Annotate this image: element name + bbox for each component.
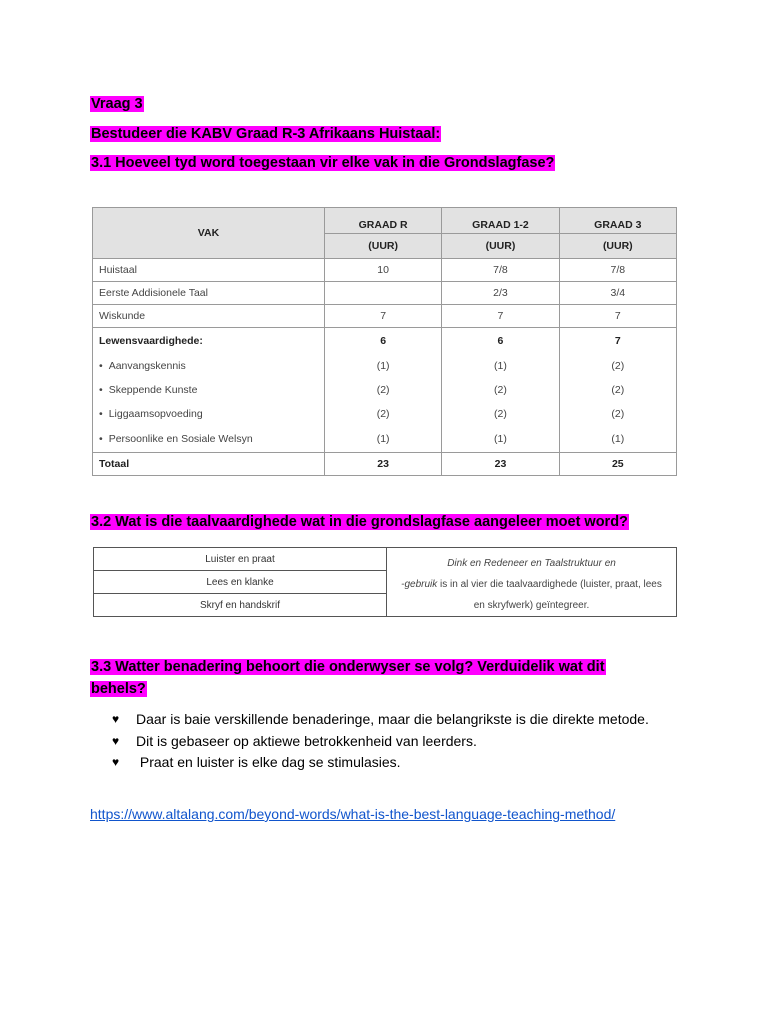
answer-text: Praat en luister is elke dag se stimulasies. [136, 754, 401, 770]
item-graad-1-2: (2) [442, 378, 559, 402]
question-3-3 [90, 656, 650, 700]
bullet-icon: • [99, 384, 103, 396]
item-graad-1-2: (1) [442, 426, 559, 453]
table-row [93, 259, 677, 282]
list-item [112, 731, 672, 753]
question-3-2 [90, 511, 629, 533]
life-skills-item [93, 402, 677, 426]
question-title-text: Vraag 3 [91, 96, 143, 112]
row-graad-1-2: 7/8 [442, 259, 559, 282]
life-skills-item-label: • Liggaamsopvoeding [93, 402, 325, 426]
item-graad-1-2: (2) [442, 402, 559, 426]
total-row [93, 453, 677, 476]
row-graad-3: 7 [559, 305, 676, 328]
item-graad-r: (2) [324, 402, 441, 426]
question-3-1-text: 3.1 Hoeveel tyd word toegestaan vir elke vak in die Grondslagfase? [91, 155, 555, 171]
item-graad-r: (1) [324, 354, 441, 378]
item-graad-r: (2) [324, 378, 441, 402]
life-skills-item-label: • Aanvangskennis [93, 354, 325, 378]
answer-text: Daar is baie verskillende benaderinge, maar die belangrikste is die direkte metode. [136, 711, 649, 727]
total-graad-1-2: 23 [442, 453, 559, 476]
list-item [112, 752, 672, 774]
note-line-2: is in al vier die taalvaardighede (luister, praat, lees [437, 579, 662, 590]
total-graad-3: 25 [559, 453, 676, 476]
table-row [94, 548, 677, 571]
header-unit-12: (UUR) [442, 234, 559, 259]
item-graad-r: (1) [324, 426, 441, 453]
skill-writing-handwriting: Skryf en handskrif [94, 594, 387, 617]
life-skills-row [93, 328, 677, 355]
question-3-1 [90, 152, 555, 174]
heart-bullet-icon: ♥ [112, 712, 120, 726]
item-graad-3: (2) [559, 354, 676, 378]
header-graad-r: GRAAD R [324, 208, 441, 234]
header-graad-3: GRAAD 3 [559, 208, 676, 234]
item-graad-3: (2) [559, 402, 676, 426]
item-graad-3: (1) [559, 426, 676, 453]
life-skills-graad-1-2: 6 [442, 328, 559, 355]
row-graad-1-2: 2/3 [442, 282, 559, 305]
life-skills-item [93, 426, 677, 453]
life-skills-item [93, 378, 677, 402]
question-3-2-text: 3.2 Wat is die taalvaardighede wat in die grondslagfase aangeleer moet word? [91, 514, 628, 530]
total-label: Totaal [93, 453, 325, 476]
item-graad-3: (2) [559, 378, 676, 402]
bullet-icon: • [99, 360, 103, 372]
note-italic-gebruik: -gebruik [401, 579, 438, 590]
time-allocation-table [92, 207, 677, 476]
row-graad-r: 7 [324, 305, 441, 328]
life-skills-title: Lewensvaardighede: [93, 328, 325, 355]
note-line-1: Dink en Redeneer en Taalstruktuur en [447, 558, 616, 569]
row-graad-1-2: 7 [442, 305, 559, 328]
row-subject: Eerste Addisionele Taal [93, 282, 325, 305]
header-unit-r: (UUR) [324, 234, 441, 259]
heart-bullet-icon: ♥ [112, 755, 120, 769]
total-graad-r: 23 [324, 453, 441, 476]
instruction-text: Bestudeer die KABV Graad R-3 Afrikaans Huistaal: [91, 126, 441, 142]
life-skills-item-label: • Skeppende Kunste [93, 378, 325, 402]
life-skills-item-label: • Persoonlike en Sosiale Welsyn [93, 426, 325, 453]
life-skills-item [93, 354, 677, 378]
row-subject: Wiskunde [93, 305, 325, 328]
bullet-icon: • [99, 408, 103, 420]
row-graad-r [324, 282, 441, 305]
life-skills-graad-3: 7 [559, 328, 676, 355]
life-skills-graad-r: 6 [324, 328, 441, 355]
reference-link[interactable]: https://www.altalang.com/beyond-words/what-is-the-best-language-teaching-method/ [90, 806, 616, 822]
row-graad-3: 3/4 [559, 282, 676, 305]
row-subject: Huistaal [93, 259, 325, 282]
table-row [93, 305, 677, 328]
language-skills-table [93, 547, 677, 617]
row-graad-r: 10 [324, 259, 441, 282]
table-row [93, 282, 677, 305]
header-unit-3: (UUR) [559, 234, 676, 259]
skill-reading-phonics: Lees en klanke [94, 571, 387, 594]
header-graad-1-2: GRAAD 1-2 [442, 208, 559, 234]
list-item [112, 709, 672, 731]
item-graad-1-2: (1) [442, 354, 559, 378]
row-graad-3: 7/8 [559, 259, 676, 282]
heart-bullet-icon: ♥ [112, 733, 120, 748]
instruction-heading [90, 123, 441, 145]
skills-integration-note [387, 548, 677, 617]
answer-list [112, 709, 672, 774]
question-title [90, 93, 144, 115]
note-line-3: en skryfwerk) geïntegreer. [473, 600, 590, 611]
question-3-3-text: 3.3 Watter benadering behoort die onderwyser se volg? Verduidelik wat dit behels? [91, 659, 605, 697]
header-vak: VAK [93, 208, 325, 259]
answer-text: Dit is gebaseer op aktiewe betrokkenheid van leerders. [136, 732, 477, 749]
bullet-icon: • [99, 433, 103, 445]
skill-listening-speaking: Luister en praat [94, 548, 387, 571]
